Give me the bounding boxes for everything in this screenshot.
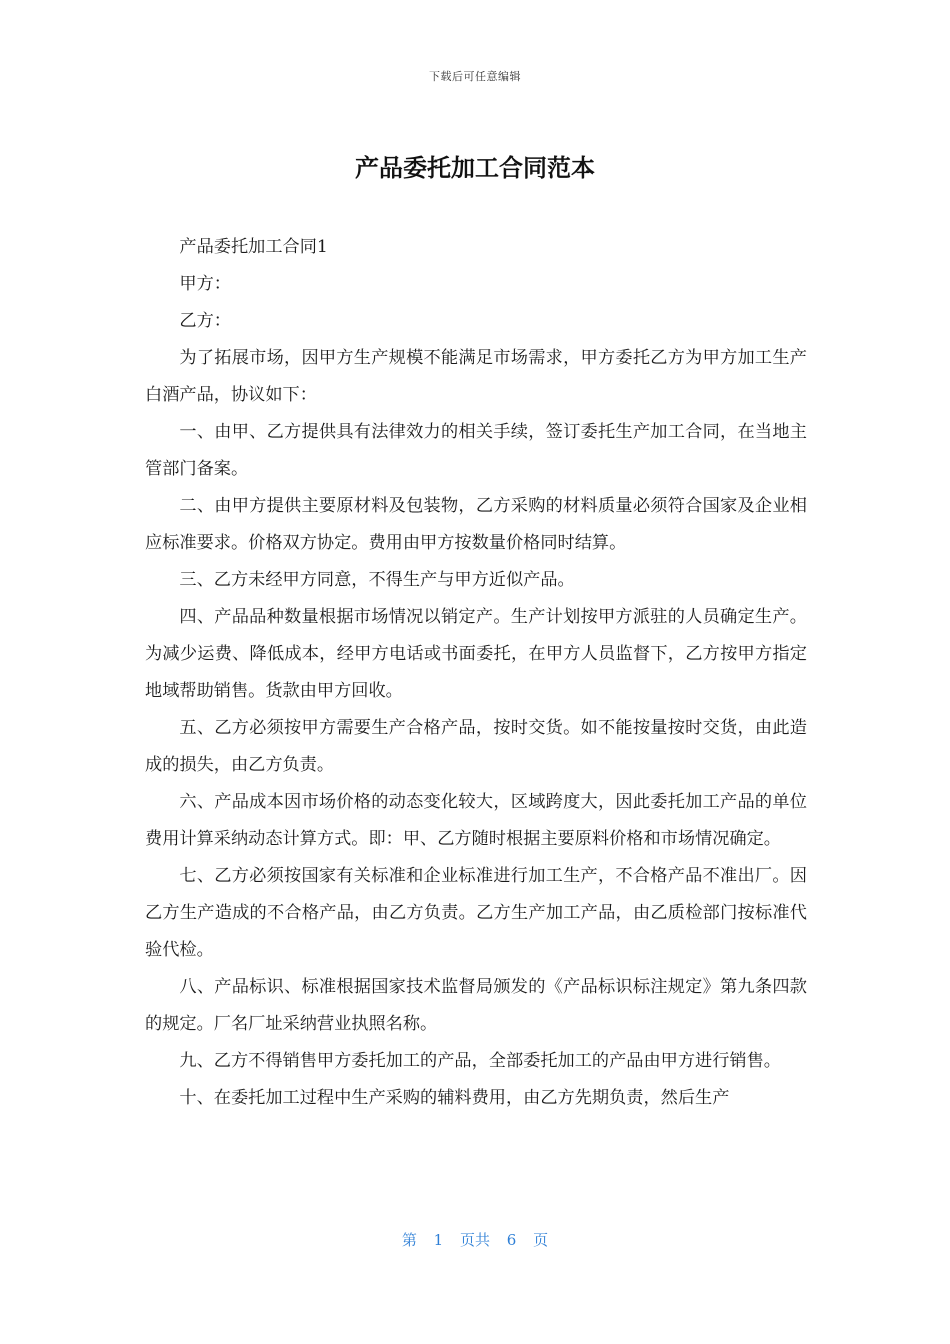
paragraph-clause-3: 三、乙方未经甲方同意，不得生产与甲方近似产品。 <box>179 570 575 590</box>
paragraph-clause-9: 九、乙方不得销售甲方委托加工的产品，全部委托加工的产品由甲方进行销售。 <box>179 1051 781 1071</box>
paragraph-clause-10: 十、在委托加工过程中生产采购的辅料费用，由乙方先期负责，然后生产 <box>179 1088 730 1108</box>
paragraph-preamble: 为了拓展市场，因甲方生产规模不能满足市场需求，甲方委托乙方为甲方加工生产白酒产品，协议如下： <box>145 348 807 405</box>
document-body <box>145 229 807 1117</box>
paragraph-party-a: 甲方： <box>179 274 231 294</box>
document-title: 产品委托加工合同范本 <box>355 154 595 182</box>
paragraph-clause-6: 六、产品成本因市场价格的动态变化较大，区域跨度大，因此委托加工产品的单位费用计算采纳动态计算方式。即：甲、乙方随时根据主要原料价格和市场情况确定。 <box>145 792 807 849</box>
paragraph-clause-7: 七、乙方必须按国家有关标准和企业标准进行加工生产，不合格产品不准出厂。因乙方生产造成的不合格产品，由乙方负责。乙方生产加工产品，由乙质检部门按标准代验代检。 <box>145 866 807 960</box>
paragraph-clause-5: 五、乙方必须按甲方需要生产合格产品，按时交货。如不能按量按时交货，由此造成的损失，由乙方负责。 <box>145 718 807 775</box>
paragraph-clause-1: 一、由甲、乙方提供具有法律效力的相关手续，签订委托生产加工合同，在当地主管部门备案。 <box>145 422 807 479</box>
paragraph-party-b: 乙方： <box>179 311 231 331</box>
paragraph-clause-4: 四、产品品种数量根据市场情况以销定产。生产计划按甲方派驻的人员确定生产。为减少运费、降低成本，经甲方电话或书面委托，在甲方人员监督下，乙方按甲方指定地域帮助销售。货款由甲方回收。 <box>145 607 807 701</box>
paragraph-clause-8: 八、产品标识、标准根据国家技术监督局颁发的《产品标识标注规定》第九条四款的规定。厂名厂址采纳营业执照名称。 <box>145 977 807 1034</box>
paragraph-clause-2: 二、由甲方提供主要原材料及包装物，乙方采购的材料质量必须符合国家及企业相应标准要求。价格双方协定。费用由甲方按数量价格同时结算。 <box>145 496 807 553</box>
header-note: 下载后可任意编辑 <box>429 70 521 83</box>
page-number-footer: 第 1 页共 6 页 <box>401 1231 549 1249</box>
paragraph-contract-heading: 产品委托加工合同1 <box>179 237 328 257</box>
